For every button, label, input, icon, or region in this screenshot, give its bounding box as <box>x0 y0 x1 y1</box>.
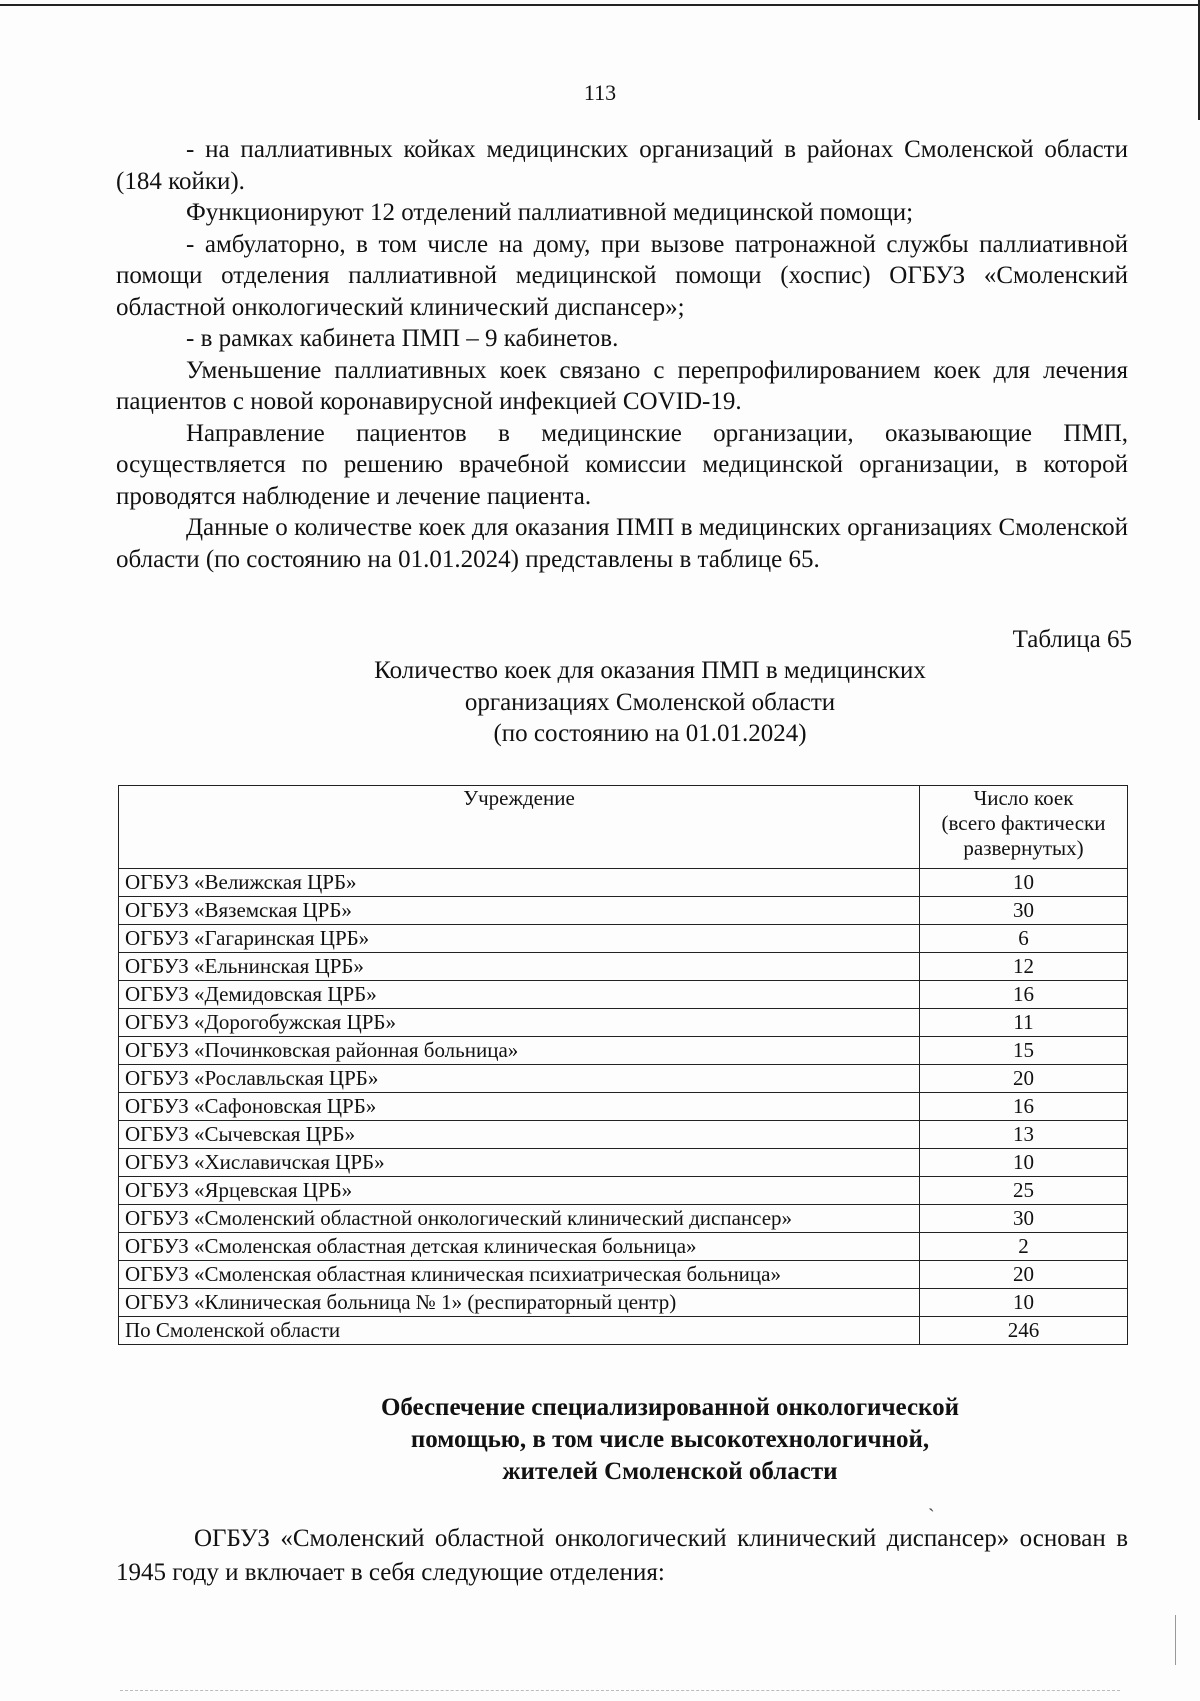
scan-mark: ˏ <box>928 1490 935 1512</box>
table-caption-line: Количество коек для оказания ПМП в медицинских <box>374 657 926 684</box>
header-institution: Учреждение <box>119 786 920 869</box>
table-total-row <box>119 1317 1128 1345</box>
paragraph-cabinets: - в рамках кабинета ПМП – 9 кабинетов. <box>186 325 619 352</box>
paragraph-covid: Уменьшение паллиативных коек связано с перепрофилированием коек для лечения пациентов с новой коронавирусной инфекцией COVID-19. <box>116 356 1128 415</box>
institution-name: ОГБУЗ «Клиническая больница № 1» (респираторный центр) <box>119 1289 920 1317</box>
scan-bottom-artifact <box>120 1690 1120 1692</box>
table-row <box>119 1205 1128 1233</box>
section-heading-line: помощью, в том числе высокотехнологичной, <box>410 1426 930 1453</box>
paragraph-table-intro: Данные о количестве коек для оказания ПМП в медицинских организациях Смоленской области (по состоянию на 01.01.2024) представлены в таблице 65. <box>116 514 1128 573</box>
bed-count: 11 <box>920 1009 1128 1037</box>
section-heading-line: жителей Смоленской области <box>502 1458 838 1485</box>
institution-name: ОГБУЗ «Ярцевская ЦРБ» <box>119 1177 920 1205</box>
page-number: 113 <box>583 80 617 105</box>
institution-name: ОГБУЗ «Ельнинская ЦРБ» <box>119 953 920 981</box>
bed-count: 16 <box>920 981 1128 1009</box>
table-row <box>119 869 1128 897</box>
header-beds-line: (всего фактически <box>941 811 1106 835</box>
header-beds <box>920 786 1128 869</box>
bed-count: 30 <box>920 897 1128 925</box>
table-row <box>119 1093 1128 1121</box>
header-beds-line: развернутых) <box>963 836 1084 860</box>
scan-top-edge <box>0 4 1200 6</box>
table-caption-line: организациях Смоленской области <box>464 688 836 716</box>
table-row <box>119 1121 1128 1149</box>
bed-count: 20 <box>920 1065 1128 1093</box>
paragraph-outpatient: - амбулаторно, в том числе на дому, при вызове патронажной службы паллиативной помощи отделения паллиативной медицинской помощи (хоспис) ОГБУЗ «Смоленский областной онкологический клинический диспансер»; <box>116 230 1128 321</box>
institution-name: ОГБУЗ «Велижская ЦРБ» <box>119 869 920 897</box>
institution-name: ОГБУЗ «Смоленская областная клиническая психиатрическая больница» <box>119 1261 920 1289</box>
table-row <box>119 1149 1128 1177</box>
institution-name: ОГБУЗ «Починковская районная больница» <box>119 1037 920 1065</box>
institution-name: ОГБУЗ «Смоленская областная детская клиническая больница» <box>119 1233 920 1261</box>
institution-name: ОГБУЗ «Рославльская ЦРБ» <box>119 1065 920 1093</box>
header-beds-line: Число коек <box>973 786 1074 810</box>
institution-name: ОГБУЗ «Вяземская ЦРБ» <box>119 897 920 925</box>
table-row <box>119 1233 1128 1261</box>
closing-text <box>116 1522 1128 1590</box>
paragraph-departments: Функционируют 12 отделений паллиативной медицинской помощи; <box>186 199 914 226</box>
table-row <box>119 1261 1128 1289</box>
institution-name: ОГБУЗ «Демидовская ЦРБ» <box>119 981 920 1009</box>
bed-count: 10 <box>920 1289 1128 1317</box>
paragraph-referral: Направление пациентов в медицинские организации, оказывающие ПМП, осуществляется по решению врачебной комиссии медицинской организации, в которой проводятся наблюдение и лечение пациента. <box>116 419 1128 510</box>
scan-right-artifact <box>1175 1615 1176 1665</box>
section-heading <box>290 1392 1050 1488</box>
table-row <box>119 953 1128 981</box>
total-label: По Смоленской области <box>119 1317 920 1345</box>
institution-name: ОГБУЗ «Гагаринская ЦРБ» <box>119 925 920 953</box>
institution-name: ОГБУЗ «Смоленский областной онкологический клинический диспансер» <box>119 1205 920 1233</box>
table-row <box>119 925 1128 953</box>
institution-name: ОГБУЗ «Хиславичская ЦРБ» <box>119 1149 920 1177</box>
bed-count: 2 <box>920 1233 1128 1261</box>
bed-count: 10 <box>920 1149 1128 1177</box>
institution-name: ОГБУЗ «Сафоновская ЦРБ» <box>119 1093 920 1121</box>
table-row <box>119 1037 1128 1065</box>
paragraph-inpatient: - на паллиативных койках медицинских организаций в районах Смоленской области (184 койки). <box>116 136 1128 195</box>
bed-count: 15 <box>920 1037 1128 1065</box>
table-caption-line: (по состоянию на 01.01.2024) <box>493 720 807 747</box>
table-caption <box>330 655 970 750</box>
bed-count: 20 <box>920 1261 1128 1289</box>
table-row <box>119 1065 1128 1093</box>
institution-name: ОГБУЗ «Сычевская ЦРБ» <box>119 1121 920 1149</box>
table-row <box>119 1289 1128 1317</box>
table-row <box>119 1177 1128 1205</box>
bed-count: 25 <box>920 1177 1128 1205</box>
section-heading-line: Обеспечение специализированной онкологической <box>380 1394 960 1421</box>
paragraph-dispensary: ОГБУЗ «Смоленский областной онкологический клинический диспансер» основан в 1945 году и включает в себя следующие отделения: <box>116 1525 1128 1586</box>
institution-name: ОГБУЗ «Дорогобужская ЦРБ» <box>119 1009 920 1037</box>
table-number: Таблица 65 <box>1012 626 1132 653</box>
total-bed-count: 246 <box>920 1317 1128 1345</box>
bed-count: 12 <box>920 953 1128 981</box>
bed-count: 13 <box>920 1121 1128 1149</box>
bed-count: 30 <box>920 1205 1128 1233</box>
body-text <box>116 134 1128 575</box>
table-header-row <box>119 786 1128 869</box>
bed-count: 16 <box>920 1093 1128 1121</box>
bed-count: 6 <box>920 925 1128 953</box>
table-row <box>119 897 1128 925</box>
bed-count: 10 <box>920 869 1128 897</box>
beds-table <box>118 785 1128 1345</box>
table-row <box>119 981 1128 1009</box>
table-row <box>119 1009 1128 1037</box>
